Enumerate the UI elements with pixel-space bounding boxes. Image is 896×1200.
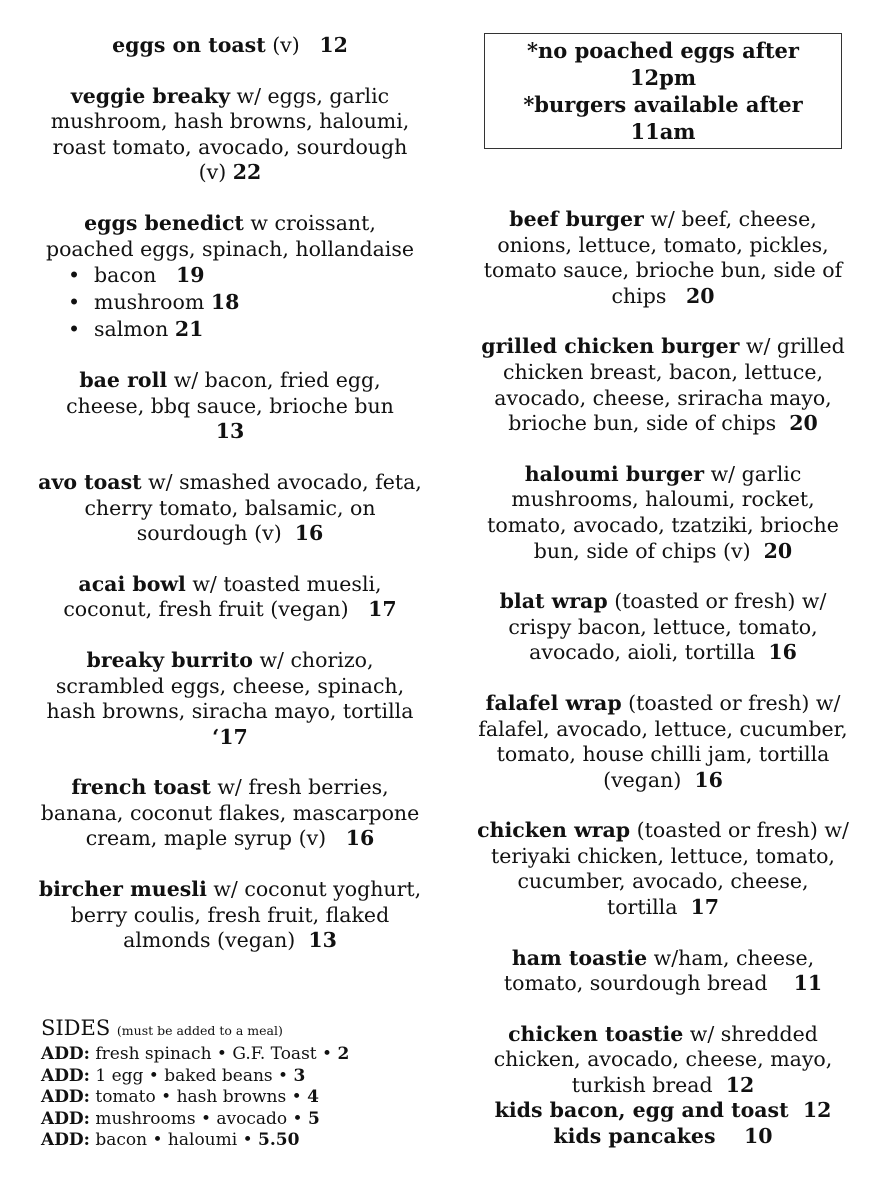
menu-item-acai-bowl [38,572,422,623]
item-name: french toast [71,775,211,800]
menu-item-french-toast [38,775,422,852]
sides-section [41,1015,431,1152]
item-description: w/ shredded chicken, avocado, cheese, mayo, turkish bread [493,1021,833,1098]
sides-title: SIDES [41,1016,111,1040]
lunch-column [474,33,852,1099]
list-item: • salmon 21 [68,316,422,343]
item-description: w/ chorizo, scrambled eggs, cheese, spinach, hash browns, siracha mayo, tortilla [46,647,414,724]
item-description: w croissant, poached eggs, spinach, hollandaise [45,210,415,261]
menu-item-haloumi-burger [474,462,852,564]
item-price: 13 [308,928,337,953]
item-name: eggs on toast [112,33,266,57]
item-description: w/ eggs, garlic mushroom, hash browns, haloumi, roast tomato, avocado, sourdough (v) [50,83,410,185]
list-item: • bacon 19 [68,262,422,289]
menu-item-eggs-on-toast [38,33,422,59]
benedict-options-list [38,262,422,343]
item-price: 16 [345,826,375,851]
menu-item-chicken-wrap [474,818,852,920]
item-name: eggs benedict [84,210,244,235]
item-price: 20 [763,538,793,563]
menu-item-avo-toast [38,470,422,547]
item-name: acai bowl [78,571,186,596]
sides-note: (must be added to a meal) [116,1023,283,1038]
item-price: 16 [294,521,324,546]
item-name: chicken toastie [508,1021,684,1046]
item-price: 17 [368,597,397,622]
notice-box [484,33,842,149]
sides-row: ADD: mushrooms • avocado • 5 [41,1108,320,1129]
menu-item-eggs-benedict [38,211,422,343]
item-name: haloumi burger [524,461,705,486]
item-description: (v) [265,33,300,57]
breakfast-column [38,33,422,954]
item-price: 22 [232,160,262,185]
item-price: 20 [685,283,715,308]
item-description: w/ham, cheese, tomato, sourdough bread [503,945,815,996]
item-description: w/ fresh berries, banana, coconut flakes, mascarpone cream, maple syrup (v) [40,775,420,851]
item-description: w/ grilled chicken breast, bacon, lettuce, avocado, cheese, sriracha mayo, brioche bun, side of chips [494,334,845,436]
menu-item-kids-bacon-egg-toast: kids bacon, egg and toast 12 [494,1098,832,1122]
item-price: 16 [768,640,797,665]
menu-item-bae-roll [38,368,422,445]
item-name: falafel wrap [485,690,622,715]
item-price: 12 [725,1073,755,1098]
menu-item-breaky-burrito [38,648,422,750]
item-name: grilled chicken burger [481,334,740,359]
menu-item-falafel-wrap [474,691,852,793]
item-name: beef burger [509,207,644,231]
item-name: breaky burrito [86,647,253,672]
item-price: 16 [694,767,723,792]
item-name: blat wrap [499,589,608,614]
sides-row: ADD: bacon • haloumi • 5.50 [41,1130,300,1151]
menu-item-bircher-muesli [38,877,422,954]
item-price: 12 [319,33,348,57]
item-name: chicken wrap [477,818,631,843]
kids-section [474,1097,852,1149]
item-description: (toasted or fresh) w/ teriyaki chicken, lettuce, tomato, cucumber, avocado, cheese, tortilla [491,818,849,920]
item-description: w/ smashed avocado, feta, cherry tomato, balsamic, on sourdough (v) [84,469,422,546]
sides-row: ADD: fresh spinach • G.F. Toast • 2 [41,1044,350,1064]
item-description: w/ garlic mushrooms, haloumi, rocket, tomato, avocado, tzatziki, brioche bun, side of chips (v) [487,461,839,563]
item-description: (toasted or fresh) w/ crispy bacon, lettuce, tomato, avocado, aioli, tortilla [508,589,827,665]
menu-item-veggie-breaky [38,84,422,186]
item-description: w/ bacon, fried egg, cheese, bbq sauce, brioche bun [66,368,394,418]
sides-row: ADD: tomato • hash browns • 4 [41,1087,319,1108]
item-price: 13 [215,419,245,444]
menu-item-ham-toastie [474,946,852,997]
item-name: ham toastie [511,945,648,970]
sides-row: ADD: 1 egg • baked beans • 3 [41,1065,306,1086]
item-price: 11 [793,971,823,996]
sides-heading [41,1015,431,1044]
item-price: 20 [789,411,818,436]
item-description: (toasted or fresh) w/ falafel, avocado, lettuce, cucumber, tomato, house chilli jam, tortilla (vegan) [478,690,848,792]
item-price: ‘17 [212,724,248,749]
menu-item-chicken-toastie [474,1022,852,1099]
menu-item-grilled-chicken-burger [474,334,852,436]
menu-item-blat-wrap [474,589,852,666]
menu-item-beef-burger [474,207,852,309]
item-name: bae roll [79,368,168,393]
menu-item-kids-pancakes: kids pancakes 10 [553,1124,773,1148]
list-item: • mushroom 18 [68,289,422,316]
item-description: w/ toasted muesli, coconut, fresh fruit (vegan) [63,571,382,622]
notice-line-burgers: *burgers available after 11am [523,92,803,144]
item-name: bircher muesli [38,877,207,902]
item-name: avo toast [38,469,142,494]
item-description: w/ beef, cheese, onions, lettuce, tomato, pickles, tomato sauce, brioche bun, side of chips [483,207,843,308]
item-name: veggie breaky [70,83,230,108]
item-price: 17 [690,895,720,920]
item-description: w/ coconut yoghurt, berry coulis, fresh fruit, flaked almonds (vegan) [70,877,422,953]
notice-line-poached-eggs: *no poached eggs after 12pm [527,38,799,90]
